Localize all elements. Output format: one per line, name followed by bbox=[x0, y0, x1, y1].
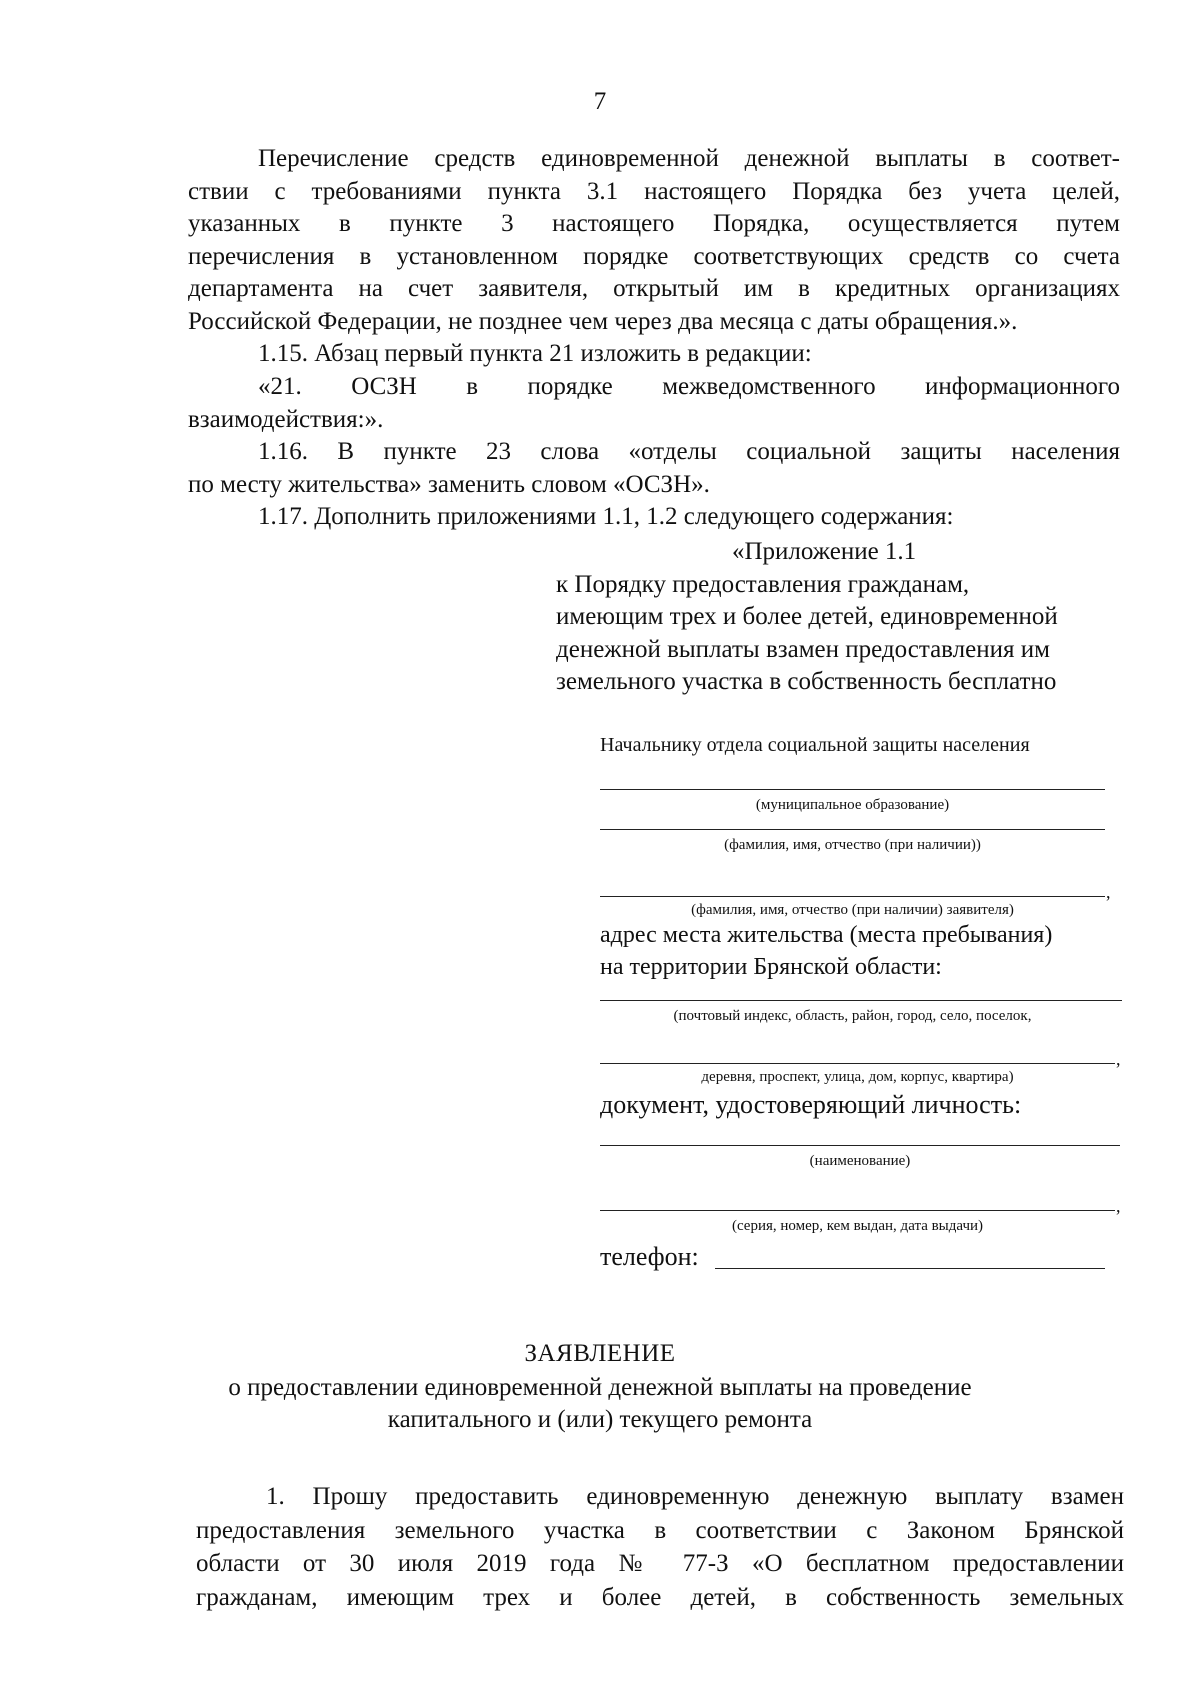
doc-details-field[interactable] bbox=[600, 1210, 1115, 1211]
appendix-line-3: денежной выплаты взамен предоставления им bbox=[556, 635, 1050, 663]
address-label-1: адрес места жительства (места пребывания) bbox=[600, 922, 1053, 948]
item-21-quote bbox=[188, 371, 1120, 436]
item-1-16-line-2: по месту жительства» заменить словом «ОСЗН». bbox=[188, 470, 710, 498]
appendix-header bbox=[556, 536, 1126, 699]
intro-line-2: ствии с требованиями пункта 3.1 настоящего Порядка без учета целей, bbox=[188, 177, 1120, 205]
item-1-17 bbox=[188, 501, 1120, 534]
intro-paragraph bbox=[188, 143, 1120, 338]
statement-subtitle-line-1: о предоставлении единовременной денежной выплаты на проведение bbox=[228, 1374, 972, 1401]
head-name-field[interactable] bbox=[600, 829, 1105, 830]
address-field-1[interactable] bbox=[600, 1000, 1122, 1001]
caption-municipality: (муниципальное образование) bbox=[755, 797, 950, 813]
comma-doc: , bbox=[1116, 1196, 1121, 1216]
caption-head-name: (фамилия, имя, отчество (при наличии)) bbox=[724, 837, 981, 853]
item-1-16 bbox=[188, 436, 1120, 501]
statement-title: ЗАЯВЛЕНИЕ bbox=[524, 1340, 676, 1367]
item-1-15-text: 1.15. Абзац первый пункта 21 изложить в редакции: bbox=[258, 340, 812, 367]
item-1-15 bbox=[188, 338, 1120, 371]
applicant-name-field[interactable] bbox=[600, 896, 1105, 897]
form-addressee: Начальнику отдела социальной защиты населения bbox=[600, 734, 1030, 756]
appendix-title: «Приложение 1.1 bbox=[732, 538, 917, 565]
phone-label: телефон: bbox=[600, 1242, 699, 1271]
intro-line-3: указанных в пункте 3 настоящего Порядка, осуществляется путем bbox=[188, 210, 1120, 237]
comma-address: , bbox=[1116, 1049, 1121, 1069]
item-21-line-2: взаимодействия:». bbox=[188, 405, 384, 433]
intro-line-1: Перечисление средств единовременной денежной выплаты в соответ- bbox=[258, 145, 1120, 172]
doc-name-field[interactable] bbox=[600, 1145, 1120, 1146]
municipality-field[interactable] bbox=[600, 789, 1105, 790]
item-1-17-text: 1.17. Дополнить приложениями 1.1, 1.2 следующего содержания: bbox=[258, 503, 954, 530]
statement-line-1: 1. Прошу предоставить единовременную денежную выплату взамен bbox=[266, 1483, 1124, 1510]
statement-line-2: предоставления земельного участка в соответствии с Законом Брянской bbox=[196, 1516, 1124, 1544]
caption-applicant-name: (фамилия, имя, отчество (при наличии) заявителя) bbox=[691, 902, 1014, 918]
caption-address-1: (почтовый индекс, область, район, город, село, поселок, bbox=[673, 1008, 1032, 1024]
phone-field[interactable] bbox=[715, 1268, 1105, 1269]
appendix-line-2: имеющим трех и более детей, единовременной bbox=[556, 603, 1058, 630]
item-21-line-1: «21. ОСЗН в порядке межведомственного информационного bbox=[258, 373, 1120, 400]
appendix-line-1: к Порядку предоставления гражданам, bbox=[556, 570, 970, 598]
id-doc-label: документ, удостоверяющий личность: bbox=[600, 1090, 1022, 1119]
statement-line-4: гражданам, имеющим трех и более детей, в собственность земельных bbox=[196, 1583, 1124, 1611]
comma-applicant: , bbox=[1106, 882, 1111, 902]
caption-address-2: деревня, проспект, улица, дом, корпус, квартира) bbox=[701, 1069, 1014, 1085]
caption-doc-details: (серия, номер, кем выдан, дата выдачи) bbox=[731, 1218, 984, 1234]
statement-subtitle-line-2: капитального и (или) текущего ремонта bbox=[387, 1406, 813, 1433]
appendix-line-4: земельного участка в собственность бесплатно bbox=[556, 668, 1057, 695]
caption-doc-name: (наименование) bbox=[809, 1153, 911, 1169]
intro-line-6: Российской Федерации, не позднее чем через два месяца с даты обращения.». bbox=[188, 307, 1018, 335]
statement-body bbox=[196, 1480, 1124, 1614]
address-field-2[interactable] bbox=[600, 1063, 1115, 1064]
intro-line-5: департамента на счет заявителя, открытый им в кредитных организациях bbox=[188, 275, 1120, 302]
page-number: 7 bbox=[593, 88, 607, 115]
statement-line-3: области от 30 июля 2019 года № 77-З «О бесплатном предоставлении bbox=[196, 1550, 1124, 1577]
address-label-2: на территории Брянской области: bbox=[600, 954, 942, 980]
item-1-16-line-1: 1.16. В пункте 23 слова «отделы социальной защиты населения bbox=[258, 438, 1120, 465]
intro-line-4: перечисления в установленном порядке соответствующих средств со счета bbox=[188, 242, 1120, 270]
